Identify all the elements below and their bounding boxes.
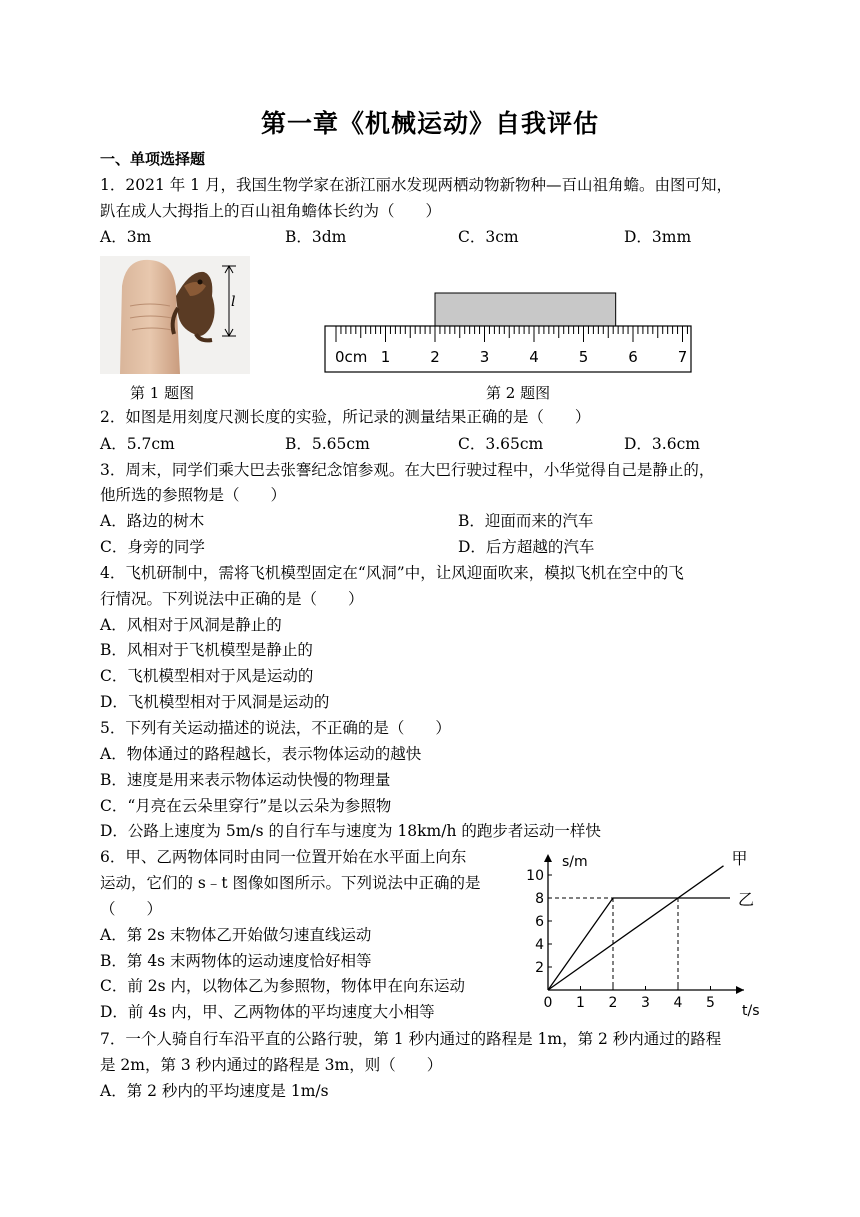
q3-option-b: B．迎面而来的汽车 [458, 512, 594, 530]
q4-stem-line1: 4．飞机研制中，需将飞机模型固定在“风洞”中，让风迎面吹来，模拟飞机在空中的飞 [100, 564, 684, 582]
q2-option-d: D．3.6cm [624, 435, 700, 453]
q1-option-c: C．3cm [458, 228, 519, 246]
ruler-tick-label: 6 [628, 348, 638, 366]
ruler-unit-label: 0cm [335, 348, 368, 366]
q2-stem: 2．如图是用刻度尺测长度的实验，所记录的测量结果正确的是（ ） [100, 408, 591, 426]
q5-option-b: B．速度是用来表示物体运动快慢的物理量 [100, 771, 391, 789]
q2-option-c: C．3.65cm [458, 435, 544, 453]
y-tick-label: 8 [535, 891, 544, 907]
q6-stem-line1: 6．甲、乙两物体同时由同一位置开始在水平面上向东 [100, 848, 467, 866]
y-tick-label: 10 [526, 868, 544, 884]
page-title: 第一章《机械运动》自我评估 [260, 109, 599, 138]
measured-block [435, 293, 616, 326]
q6-option-d: D．前 4s 内，甲、乙两物体的平均速度大小相等 [100, 1003, 435, 1021]
q7-stem-line1: 7．一个人骑自行车沿平直的公路行驶，第 1 秒内通过的路程是 1m，第 2 秒内通过的路程 [100, 1030, 722, 1048]
q4-option-b: B．风相对于飞机模型是静止的 [100, 641, 313, 659]
figure-2-ruler [323, 290, 693, 374]
q4-option-c: C．飞机模型相对于风是运动的 [100, 667, 314, 685]
q2-option-b: B．5.65cm [285, 435, 370, 453]
ruler-tick-label: 7 [677, 348, 688, 366]
q4-option-d: D．飞机模型相对于风洞是运动的 [100, 693, 330, 711]
x-tick-label: 2 [608, 995, 618, 1011]
x-tick-label: 5 [706, 995, 715, 1011]
q5-option-c: C．“月亮在云朵里穿行”是以云朵为参照物 [100, 797, 392, 815]
x-tick-label: 3 [641, 995, 650, 1011]
x-axis-arrow [736, 986, 744, 994]
ruler-tick-label: 3 [479, 348, 490, 366]
y-tick-label: 2 [535, 960, 544, 976]
ruler-tick-label: 2 [430, 348, 440, 366]
q7-option-a: A．第 2 秒内的平均速度是 1m/s [100, 1082, 329, 1100]
ruler-tick-label: 5 [578, 348, 589, 366]
q1-option-b: B．3dm [285, 228, 347, 246]
q4-stem-line2: 行情况。下列说法中正确的是（ ） [100, 590, 364, 608]
q6-option-c: C．前 2s 内，以物体乙为参照物，物体甲在向东运动 [100, 977, 466, 995]
series-label: 乙 [738, 890, 755, 909]
figure-1-thumb-frog [100, 256, 250, 374]
ruler-tick-label: 4 [529, 348, 539, 366]
q6-stem-line2: 运动，它们的 s﹣t 图像如图所示。下列说法中正确的是 [100, 874, 481, 892]
x-axis-label: t/s [742, 1003, 760, 1019]
q3-option-c: C．身旁的同学 [100, 538, 205, 556]
section-heading: 一、单项选择题 [100, 150, 206, 168]
figure-1-caption: 第 1 题图 [130, 384, 195, 402]
series-label: 甲 [731, 848, 748, 868]
q6-option-b: B．第 4s 末两物体的运动速度恰好相等 [100, 952, 372, 970]
q6-stem-line3: （ ） [100, 900, 163, 918]
y-tick-label: 4 [535, 937, 544, 953]
q2-option-a: A．5.7cm [100, 435, 175, 453]
y-tick-label: 6 [535, 914, 544, 930]
x-tick-label: 4 [673, 995, 683, 1011]
q3-stem-line1: 3．周末，同学们乘大巴去张謇纪念馆参观。在大巴行驶过程中，小华觉得自己是静止的， [100, 461, 715, 479]
q5-option-a: A．物体通过的路程越长，表示物体运动的越快 [100, 745, 422, 763]
figure-6-st-chart [520, 848, 770, 1020]
q7-stem-line2: 是 2m，第 3 秒内通过的路程是 3m，则（ ） [100, 1056, 443, 1074]
q3-stem-line2: 他所选的参照物是（ ） [100, 486, 287, 504]
x-tick-label: 0 [543, 995, 553, 1011]
q1-option-a: A．3m [100, 228, 152, 246]
q1-stem-line1: 1．2021 年 1 月，我国生物学家在浙江丽水发现两栖动物新物种—百山祖角蟾。由图可知， [100, 176, 732, 194]
x-tick-label: 1 [576, 995, 585, 1011]
q6-option-a: A．第 2s 末物体乙开始做匀速直线运动 [100, 926, 372, 944]
series-line-jia [548, 866, 724, 990]
q3-option-d: D．后方超越的汽车 [458, 538, 595, 556]
y-axis-arrow [544, 854, 552, 862]
q3-option-a: A．路边的树木 [100, 512, 205, 530]
q1-option-d: D．3mm [624, 228, 692, 246]
q4-option-a: A．风相对于风洞是静止的 [100, 616, 282, 634]
figure-2-caption: 第 2 题图 [486, 384, 551, 402]
q5-option-d: D．公路上速度为 5m/s 的自行车与速度为 18km/h 的跑步者运动一样快 [100, 822, 601, 840]
thumb [120, 260, 180, 374]
q1-stem-line2: 趴在成人大拇指上的百山祖角蟾体长约为（ ） [100, 202, 442, 220]
figure-1-length-label: l [231, 294, 236, 310]
q5-stem: 5．下列有关运动描述的说法，不正确的是（ ） [100, 719, 451, 737]
series-line-yi [548, 898, 730, 990]
ruler-tick-label: 1 [380, 348, 391, 366]
y-axis-label: s/m [562, 854, 588, 870]
